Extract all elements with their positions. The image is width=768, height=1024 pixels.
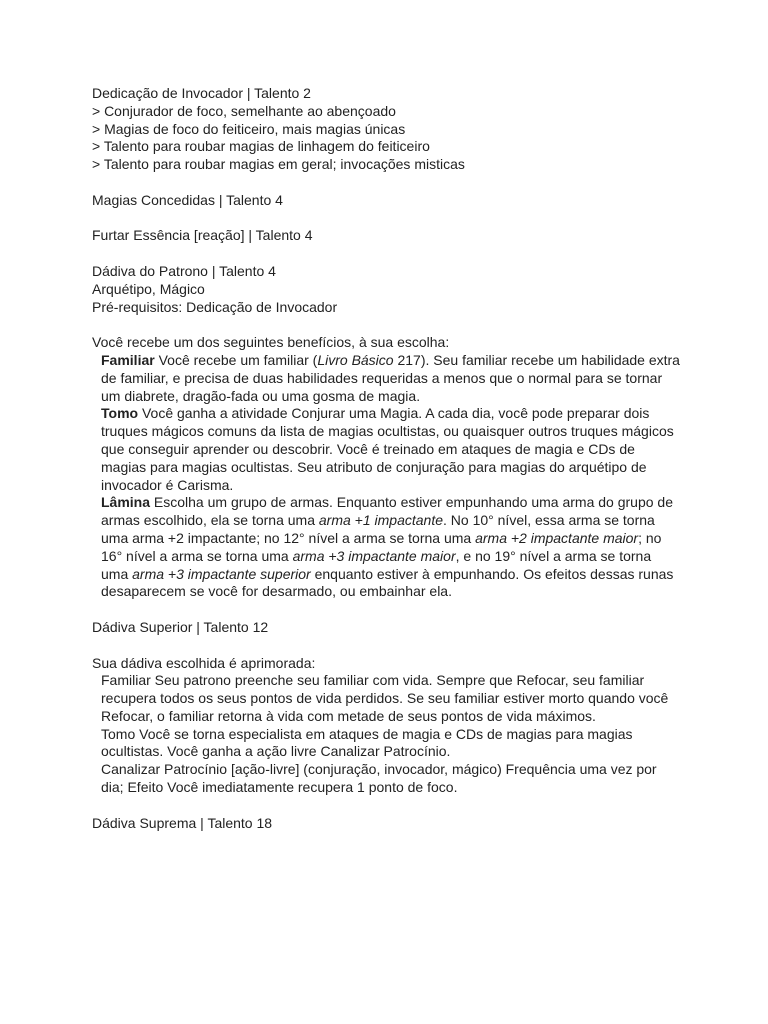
- prerequisites-line: Pré-requisitos: Dedicação de Invocador: [92, 298, 338, 315]
- bullet-item: > Magias de foco do feiticeiro, mais magias únicas: [92, 120, 406, 137]
- superior-tomo: Tomo Você se torna especialista em ataques de magia e CDs de magias para magias ocultistas. Você ganha a ação livre Canalizar Patrocínio.: [101, 725, 633, 760]
- spacer: [92, 601, 682, 619]
- heading-magias-concedidas: Magias Concedidas | Talento 4: [92, 191, 283, 208]
- option-familiar: Familiar Você recebe um familiar (Livro Básico 217). Seu familiar recebe um habilidade extra de familiar, e precisa de duas habilidades requeridas a menos que o normal para se tornar um diabrete, dragão-fada ou uma gosma de magia.: [101, 351, 680, 404]
- superior-familiar: Familiar Seu patrono preenche seu familiar com vida. Sempre que Refocar, seu familiar recupera todos os seus pontos de vida perdidos. Se seu familiar estiver morto quando você Refocar, o familiar retorna à vida com metade de seus pontos de vida máximos.: [101, 672, 669, 724]
- heading-dadiva-patrono: Dádiva do Patrono | Talento 4: [92, 262, 276, 279]
- bullet-item: > Talento para roubar magias em geral; invocações misticas: [92, 156, 465, 173]
- traits-line: Arquétipo, Mágico: [92, 280, 205, 297]
- option-name: Tomo: [101, 405, 139, 422]
- bullet-item: > Talento para roubar magias de linhagem do feiticeiro: [92, 138, 430, 155]
- spacer: [92, 316, 682, 334]
- spacer: [92, 174, 682, 192]
- option-name: Lâmina: [101, 494, 151, 511]
- intro-line: Sua dádiva escolhida é aprimorada:: [92, 654, 316, 671]
- bullet-item: > Conjurador de foco, semelhante ao abençoado: [92, 102, 396, 119]
- document-page: [92, 85, 682, 832]
- book-reference: Livro Básico: [317, 351, 394, 368]
- option-name: Familiar: [101, 351, 155, 368]
- heading-dadiva-superior: Dádiva Superior | Talento 12: [92, 618, 269, 635]
- heading-furtar-essencia: Furtar Essência [reação] | Talento 4: [92, 227, 313, 244]
- superior-canalizar: Canalizar Patrocínio [ação-livre] (conjuração, invocador, mágico) Frequência uma vez por dia; Efeito Você imediatamente recupera 1 ponto de foco.: [101, 761, 657, 796]
- spacer: [92, 797, 682, 815]
- option-tomo: Tomo Você ganha a atividade Conjurar uma Magia. A cada dia, você pode preparar dois truques mágicos comuns da lista de magias ocultistas, ou quaisquer outros truques mágicos que conseguir aprender ou descobrir. Você é treinado em ataques de magia e CDs de magias para magias ocultistas. Seu atributo de conjuração para magias do arquétipo de invocador é Carisma.: [101, 405, 674, 493]
- spacer: [92, 637, 682, 655]
- option-lamina: Lâmina Escolha um grupo de armas. Enquanto estiver empunhando uma arma do grupo de armas escolhido, ela se torna uma arma +1 impactante. No 10° nível, essa arma se torna uma arma +2 impactante; no 12° nível a arma se torna uma arma +2 impactante maior; no 16° nível a arma se torna uma arma +3 impactante maior, e no 19° nível a arma se torna uma arma +3 impactante superior enquanto estiver à empunhando. Os efeitos dessas runas desaparecem se você for desarmado, ou embainhar ela.: [101, 494, 674, 600]
- intro-line: Você recebe um dos seguintes benefícios, à sua escolha:: [92, 334, 450, 351]
- heading-dadiva-suprema: Dádiva Suprema | Talento 18: [92, 814, 273, 831]
- heading-dedicacao: Dedicação de Invocador | Talento 2: [92, 85, 311, 101]
- spacer: [92, 210, 682, 228]
- spacer: [92, 245, 682, 263]
